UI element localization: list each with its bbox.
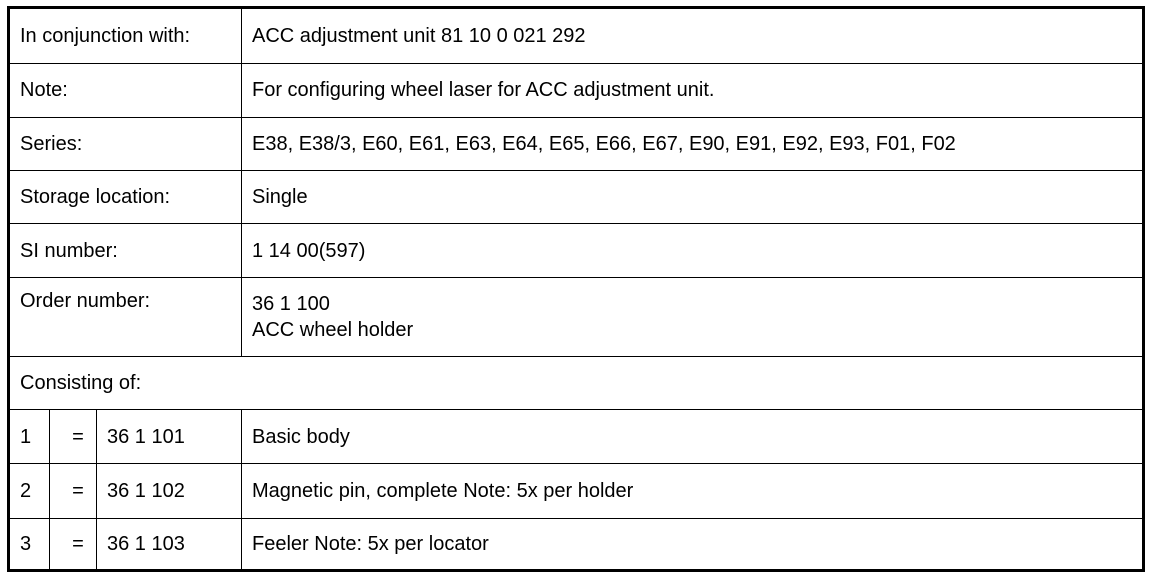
table-row-order-number [9,278,1144,356]
order-number-value [242,278,1144,356]
table-row-part [9,410,1144,464]
special-tool-table [7,6,1145,572]
table-row-consisting-of [9,356,1144,409]
table-row-series [9,117,1144,170]
part-index: 1 [9,410,50,464]
part-number: 36 1 102 [97,464,242,518]
si-number-label: SI number: [9,224,242,278]
table-row-note [9,64,1144,117]
order-number-description: ACC wheel holder [252,319,414,342]
part-index: 3 [9,518,50,570]
consisting-of-label: Consisting of: [9,356,1144,409]
storage-location-label: Storage location: [9,170,242,223]
order-number-code: 36 1 100 [252,293,330,316]
table-row-storage [9,170,1144,223]
part-equals-sign: = [50,464,97,518]
si-number-value: 1 14 00(597) [242,224,1144,278]
storage-location-value: Single [242,170,1144,223]
table-row-conjunction [9,8,1144,64]
note-value: For configuring wheel laser for ACC adjustment unit. [242,64,1144,117]
conjunction-value: ACC adjustment unit 81 10 0 021 292 [242,8,1144,64]
part-equals-sign: = [50,410,97,464]
order-number-label: Order number: [9,278,242,356]
part-equals-sign: = [50,518,97,570]
conjunction-label: In conjunction with: [9,8,242,64]
part-description: Feeler Note: 5x per locator [242,518,1144,570]
part-number: 36 1 101 [97,410,242,464]
part-description: Basic body [242,410,1144,464]
note-label: Note: [9,64,242,117]
part-number: 36 1 103 [97,518,242,570]
series-value: E38, E38/3, E60, E61, E63, E64, E65, E66, E67, E90, E91, E92, E93, F01, F02 [242,117,1144,170]
part-description: Magnetic pin, complete Note: 5x per holder [242,464,1144,518]
table-row-part [9,518,1144,570]
table-row-part [9,464,1144,518]
series-label: Series: [9,117,242,170]
part-index: 2 [9,464,50,518]
table-row-si-number [9,224,1144,278]
